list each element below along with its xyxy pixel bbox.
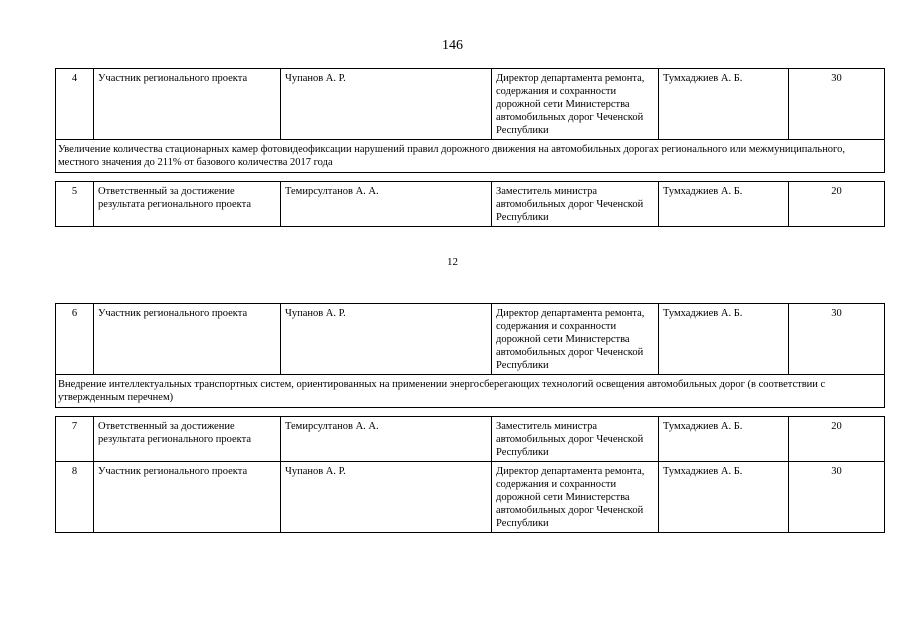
section-row: [56, 140, 885, 173]
row-role: Участник регионального проекта: [94, 304, 281, 375]
row-weight: 30: [789, 304, 885, 375]
row-person: Темирсултанов А. А.: [281, 417, 492, 462]
row-number: 5: [56, 182, 94, 227]
row-position: Заместитель министра автомобильных дорог Чеченской Республики: [492, 182, 659, 227]
row-person: Чупанов А. Р.: [281, 69, 492, 140]
row-position: Директор департамента ремонта, содержания и сохранности дорожной сети Министерства автомобильных дорог Чеченской Республики: [492, 304, 659, 375]
row-weight: 30: [789, 462, 885, 533]
row-number: 4: [56, 69, 94, 140]
row-number: 7: [56, 417, 94, 462]
participants-table-1: [55, 68, 885, 227]
participants-table-2: [55, 303, 885, 533]
table-row: [56, 304, 885, 375]
row-supervisor: Тумхаджиев А. Б.: [659, 69, 789, 140]
row-role: Ответственный за достижение результата регионального проекта: [94, 417, 281, 462]
section-title: Увеличение количества стационарных камер фотовидеофиксации нарушений правил дорожного движения на автомобильных дорогах регионального или межмуниципального, местного значения до 211% от базового количества 2017 года: [56, 140, 885, 173]
row-weight: 20: [789, 417, 885, 462]
row-weight: 30: [789, 69, 885, 140]
row-role: Участник регионального проекта: [94, 69, 281, 140]
table-row: [56, 417, 885, 462]
row-supervisor: Тумхаджиев А. Б.: [659, 182, 789, 227]
mid-page-number: 12: [447, 256, 458, 268]
gap-cell: [56, 408, 885, 417]
section-gap: [56, 173, 885, 182]
row-role: Ответственный за достижение результата регионального проекта: [94, 182, 281, 227]
row-position: Директор департамента ремонта, содержания и сохранности дорожной сети Министерства автомобильных дорог Чеченской Республики: [492, 462, 659, 533]
row-role: Участник регионального проекта: [94, 462, 281, 533]
row-supervisor: Тумхаджиев А. Б.: [659, 417, 789, 462]
row-weight: 20: [789, 182, 885, 227]
row-person: Темирсултанов А. А.: [281, 182, 492, 227]
row-person: Чупанов А. Р.: [281, 462, 492, 533]
table-row: [56, 182, 885, 227]
section-gap: [56, 408, 885, 417]
gap-cell: [56, 173, 885, 182]
row-position: Директор департамента ремонта, содержания и сохранности дорожной сети Министерства автомобильных дорог Чеченской Республики: [492, 69, 659, 140]
row-number: 6: [56, 304, 94, 375]
section-row: [56, 375, 885, 408]
row-supervisor: Тумхаджиев А. Б.: [659, 462, 789, 533]
row-person: Чупанов А. Р.: [281, 304, 492, 375]
row-position: Заместитель министра автомобильных дорог Чеченской Республики: [492, 417, 659, 462]
page-number: 146: [442, 38, 463, 53]
table-row: [56, 69, 885, 140]
row-supervisor: Тумхаджиев А. Б.: [659, 304, 789, 375]
row-number: 8: [56, 462, 94, 533]
section-title: Внедрение интеллектуальных транспортных систем, ориентированных на применении энергосберегающих технологий освещения автомобильных дорог (в соответствии с утвержденным перечнем): [56, 375, 885, 408]
table-row: [56, 462, 885, 533]
